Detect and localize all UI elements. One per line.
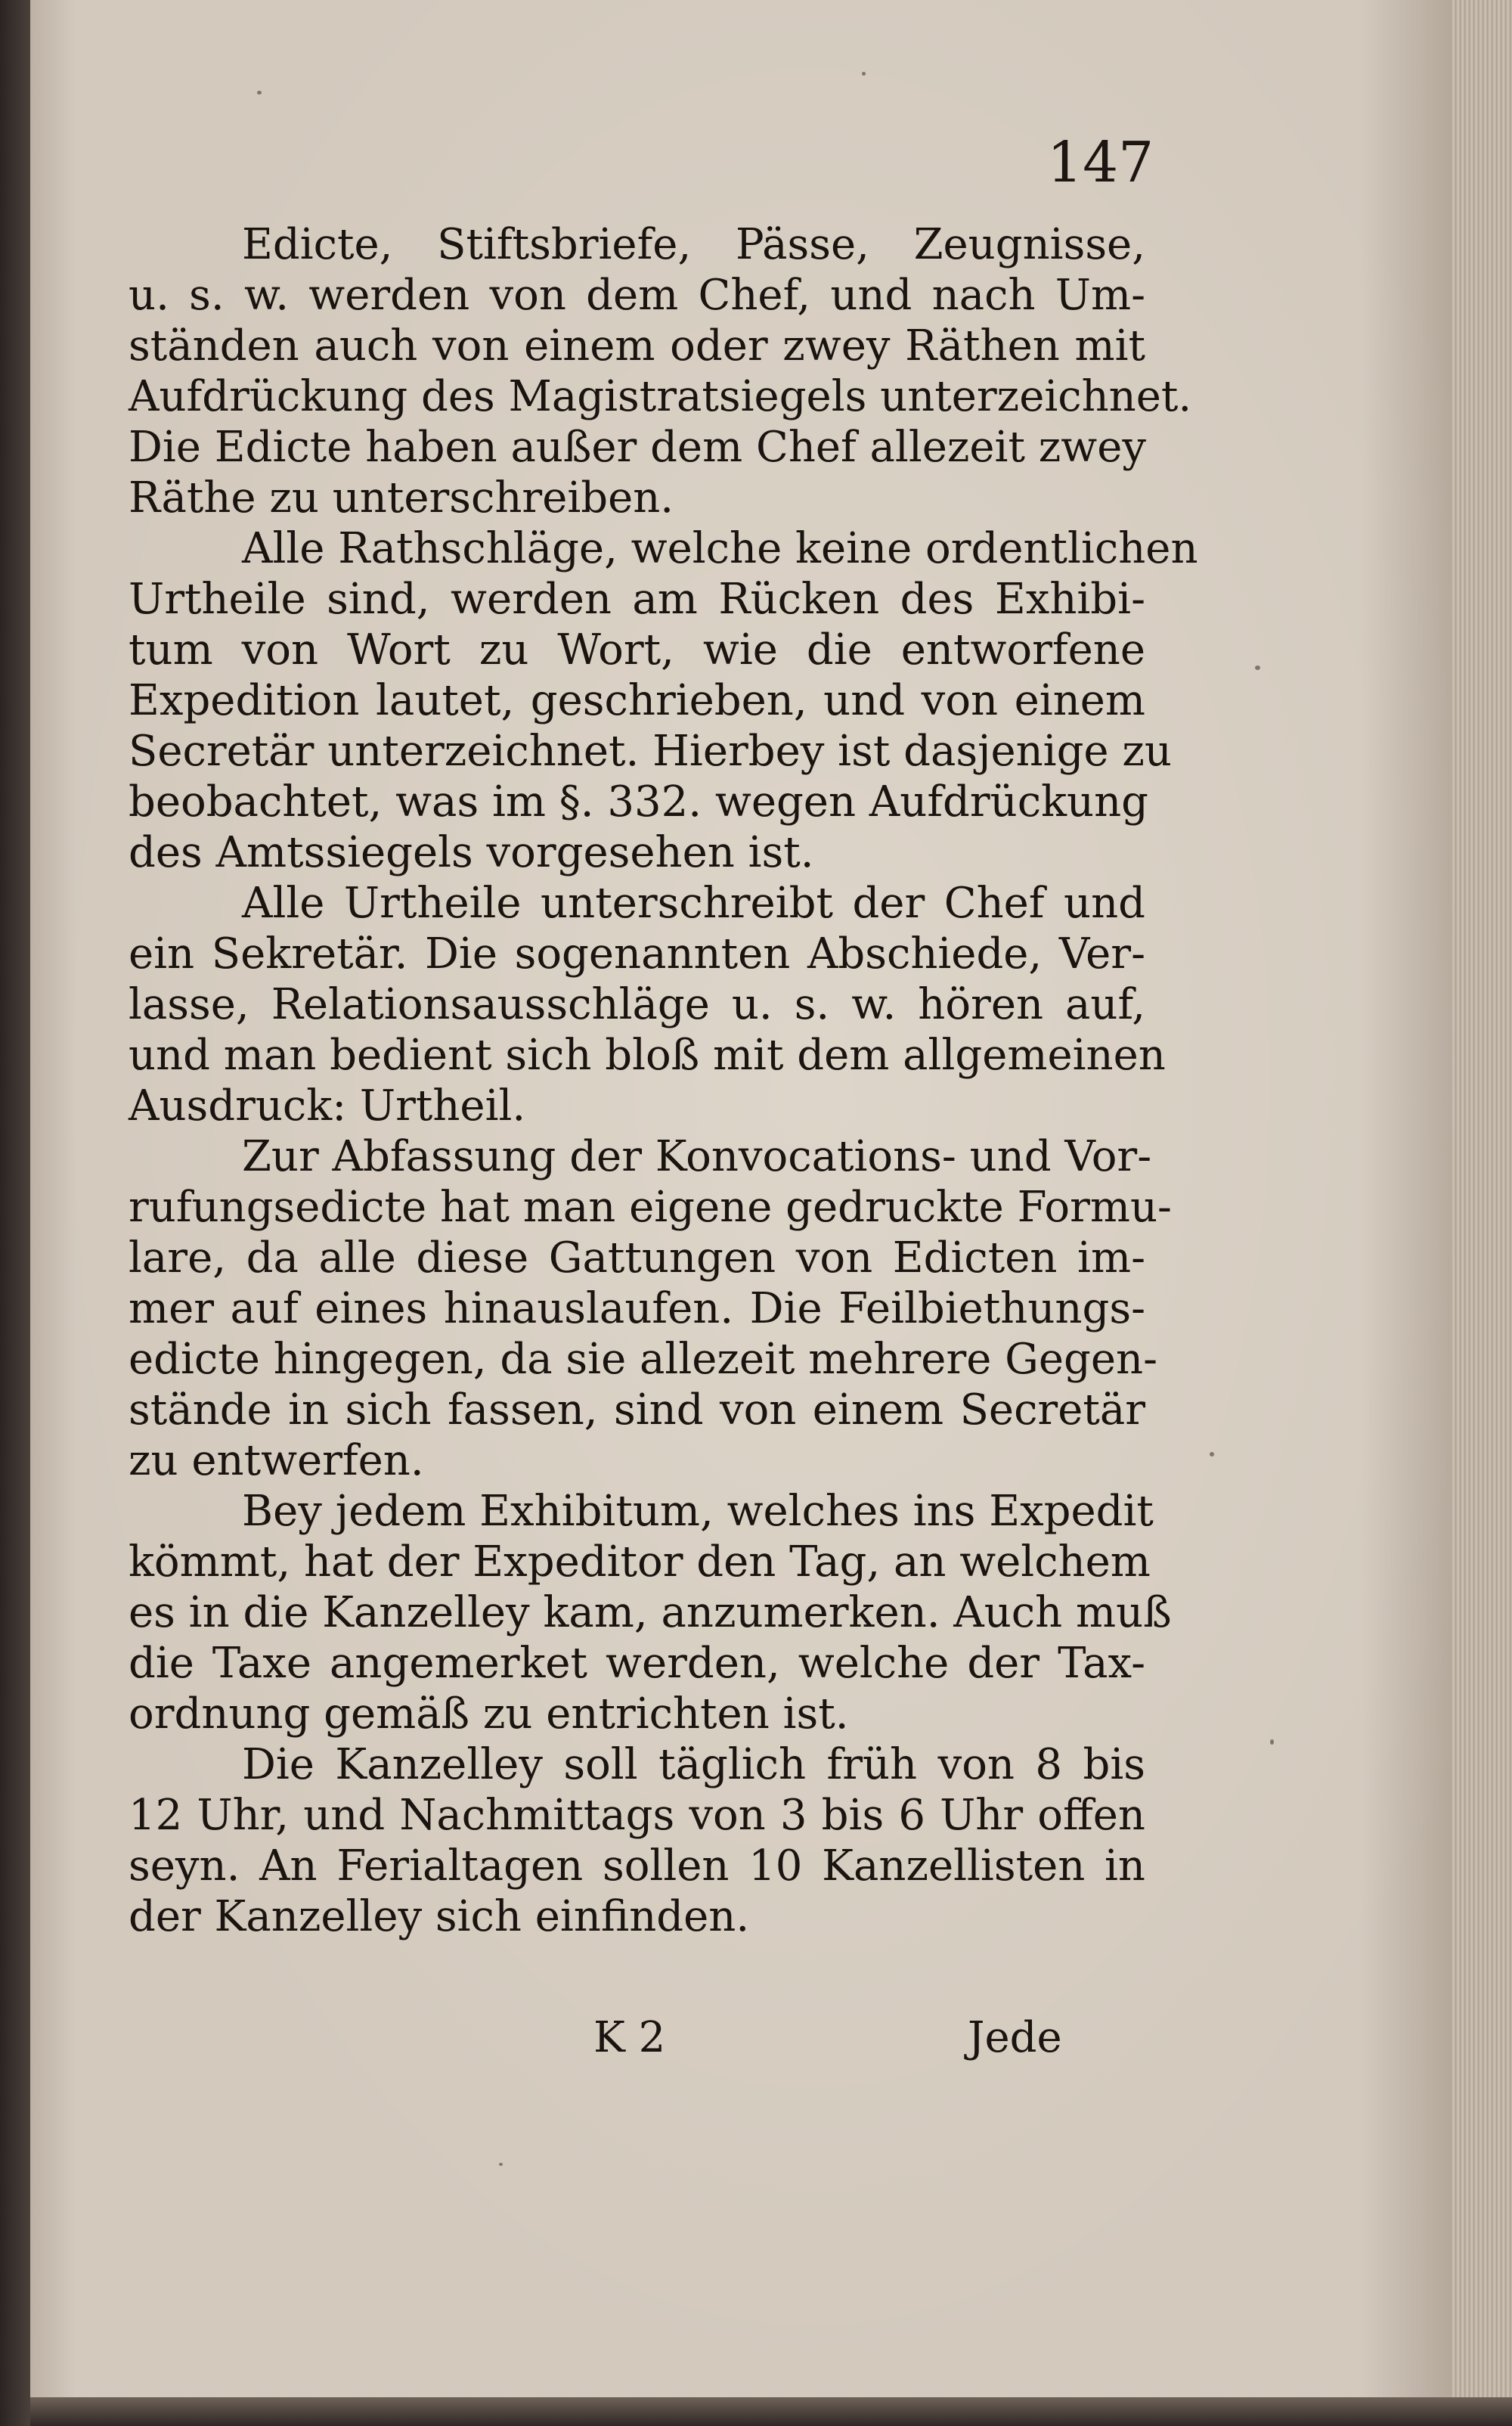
book-binding-edge	[0, 0, 30, 2426]
paragraph-2	[129, 523, 1198, 878]
text-line: der Kanzelley sich einfinden.	[129, 1892, 750, 1941]
text-line: seyn. An Ferialtagen sollen 10 Kanzellisten in	[129, 1841, 1145, 1891]
text-line: ständen auch von einem oder zwey Räthen mit	[129, 321, 1145, 371]
paragraph-4	[129, 1131, 1172, 1486]
text-line: u. s. w. werden von dem Chef, und nach Um-	[129, 271, 1145, 320]
text-line: lare, da alle diese Gattungen von Edicten im-	[129, 1233, 1145, 1283]
text-line: rufungsedicte hat man eigene gedruckte Formu-	[129, 1183, 1172, 1232]
text-line: Räthe zu unterschreiben.	[129, 473, 674, 523]
catchword: Jede	[968, 2013, 1062, 2062]
text-line: Zur Abfassung der Konvocations- und Vor-	[242, 1132, 1152, 1181]
text-line: Alle Rathschläge, welche keine ordentlichen	[242, 524, 1198, 573]
book-bottom-edge	[30, 2397, 1512, 2426]
text-line: beobachtet, was im §. 332. wegen Aufdrückung	[129, 777, 1149, 827]
page-footer	[129, 2008, 1145, 2068]
paragraph-1	[129, 219, 1192, 523]
text-line: tum von Wort zu Wort, wie die entworfene	[129, 625, 1145, 675]
page-number: 147	[1047, 130, 1154, 195]
text-line: Ausdruck: Urtheil.	[129, 1081, 526, 1131]
text-line: 12 Uhr, und Nachmittags von 3 bis 6 Uhr offen	[129, 1791, 1145, 1840]
signature-mark: K 2	[593, 2013, 666, 2062]
text-line: Secretär unterzeichnet. Hierbey ist dasjenige zu	[129, 727, 1172, 776]
paragraph-5	[129, 1486, 1172, 1739]
text-line: Aufdrückung des Magistratsiegels unterzeichnet.	[129, 372, 1192, 421]
body-text	[129, 219, 1198, 1942]
paragraph-3	[129, 878, 1166, 1131]
text-line: ein Sekretär. Die sogenannten Abschiede, Ver-	[129, 929, 1145, 979]
text-line: mer auf eines hinauslaufen. Die Feilbiethungs-	[129, 1284, 1145, 1333]
text-line: und man bedient sich bloß mit dem allgemeinen	[129, 1031, 1166, 1080]
text-line: Alle Urtheile unterschreibt der Chef und	[242, 879, 1145, 928]
text-line: kömmt, hat der Expeditor den Tag, an welchem	[129, 1537, 1151, 1587]
text-line: Expedition lautet, geschrieben, und von einem	[129, 676, 1145, 725]
text-line: edicte hingegen, da sie allezeit mehrere Gegen-	[129, 1335, 1158, 1384]
text-line: Urtheile sind, werden am Rücken des Exhibi-	[129, 575, 1145, 624]
text-line: des Amtssiegels vorgesehen ist.	[129, 828, 814, 877]
text-line: lasse, Relationsausschläge u. s. w. hören auf,	[129, 980, 1145, 1029]
text-line: Bey jedem Exhibitum, welches ins Expedit	[242, 1487, 1154, 1536]
text-line: stände in sich fassen, sind von einem Secretär	[129, 1385, 1145, 1435]
text-line: es in die Kanzelley kam, anzumerken. Auch muß	[129, 1588, 1172, 1637]
text-line: Die Kanzelley soll täglich früh von 8 bis	[242, 1740, 1145, 1789]
page-stack-edge	[1452, 0, 1512, 2426]
text-line: Die Edicte haben außer dem Chef allezeit zwey	[129, 423, 1146, 472]
text-line: zu entwerfen.	[129, 1436, 424, 1485]
text-line: die Taxe angemerket werden, welche der Tax-	[129, 1639, 1145, 1688]
text-line: Edicte, Stiftsbriefe, Pässe, Zeugnisse,	[242, 220, 1145, 269]
paragraph-6	[129, 1739, 1145, 1942]
text-line: ordnung gemäß zu entrichten ist.	[129, 1689, 849, 1739]
